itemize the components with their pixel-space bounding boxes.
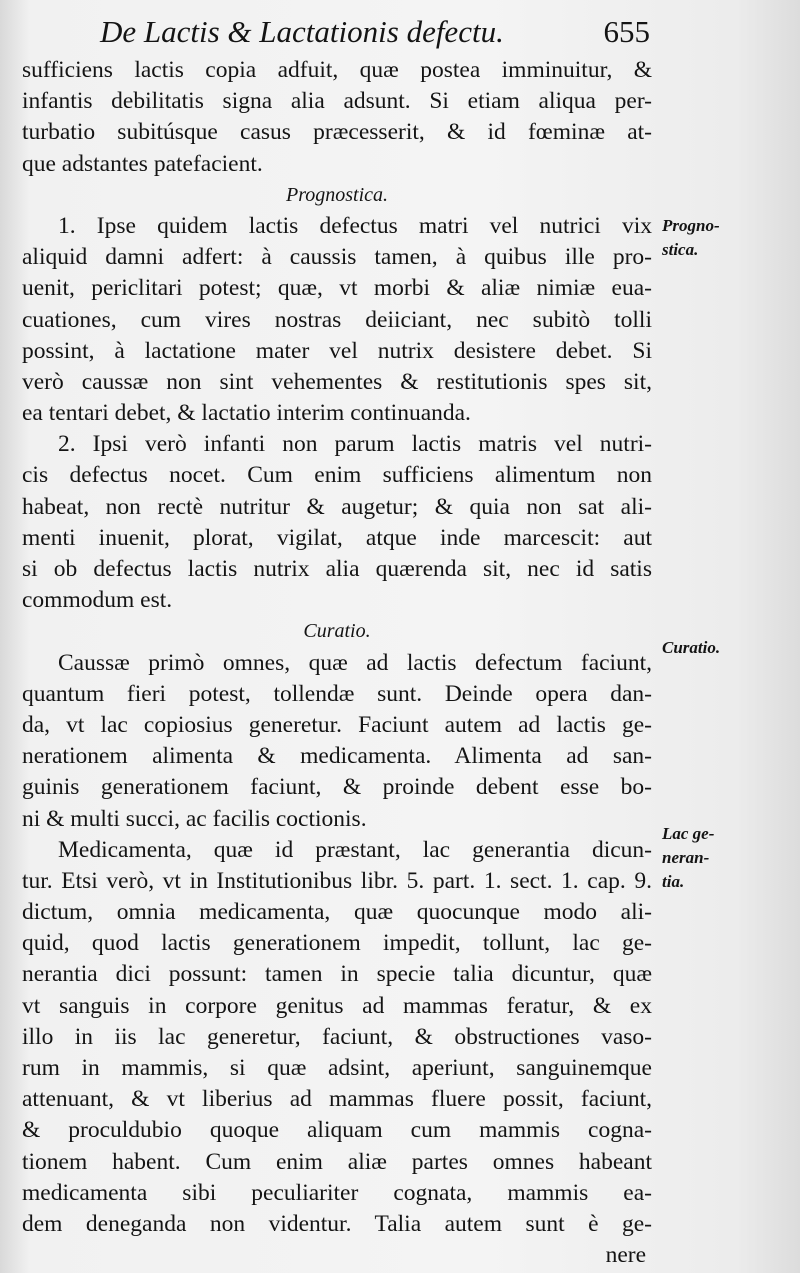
text-line: 1. Ipse quidem lactis defectus matri vel nutrici vix — [58, 212, 652, 239]
text-line: quid, quod lactis generationem impedit, tollunt, lac ge- — [22, 930, 652, 957]
text-line: da, vt lac copiosius generetur. Faciunt autem ad lactis ge- — [22, 711, 652, 738]
text-line: illo in iis lac generetur, faciunt, & obstructiones vaso- — [22, 1023, 652, 1050]
text-line: cis defectus nocet. Cum enim sufficiens alimentum non — [22, 462, 652, 489]
margin-note-lac-generantia — [662, 822, 772, 894]
margin-note-line: Curatio. — [662, 638, 721, 657]
text-line: possint, à lactatione mater vel nutrix desistere debet. Si — [22, 337, 652, 364]
text-line: aliquid damni adfert: à caussis tamen, à quibus ille pro- — [22, 244, 652, 271]
text-line: 2. Ipsi verò infanti non parum lactis matris vel nutri- — [58, 431, 652, 458]
text-line: habeat, non rectè nutritur & augetur; & quia non sat ali- — [22, 493, 652, 520]
text-line: quantum fieri potest, tollendæ sunt. Deinde opera dan- — [22, 680, 652, 707]
text-line: cuationes, cum vires nostras deiiciant, nec subitò tolli — [22, 306, 652, 333]
text-line: ea tentari debet, & lactatio interim continuanda. — [22, 400, 471, 427]
page-number: 655 — [603, 14, 650, 49]
text-line: & proculdubio quoque aliquam cum mammis cogna- — [22, 1117, 652, 1144]
margin-note-line: Progno- — [662, 216, 720, 235]
running-title: De Lactis & Lactationis defectu. — [100, 14, 504, 49]
text-line: que adstantes patefacient. — [22, 150, 263, 177]
text-line: uenit, periclitari potest; quæ, vt morbi & aliæ nimiæ eua- — [22, 275, 652, 302]
text-line: si ob defectus lactis nutrix alia quærenda sit, nec id satis — [22, 556, 652, 582]
page-header — [100, 14, 660, 54]
text-line: nerationem alimenta & medicamenta. Alimenta ad san- — [22, 743, 652, 770]
section-heading-prognostica: Prognostica. — [285, 183, 389, 206]
margin-note-line: tia. — [662, 872, 685, 891]
margin-note-line: Lac ge- — [662, 824, 715, 843]
text-line: vt sanguis in corpore genitus ad mammas feratur, & ex — [22, 992, 652, 1019]
text-line: turbatio subitúsque casus præcesserit, & id fœminæ at- — [22, 119, 652, 146]
text-line: attenuant, & vt liberius ad mammas fluere possit, faciunt, — [22, 1086, 652, 1113]
margin-note-line: stica. — [662, 240, 699, 259]
section-heading-curatio: Curatio. — [303, 620, 371, 643]
text-line: sufficiens lactis copia adfuit, quæ postea imminuitur, & — [22, 57, 652, 83]
margin-note-curatio — [662, 636, 772, 660]
margin-note-prognostica — [662, 214, 772, 262]
catchword: nere — [605, 1242, 646, 1269]
text-line: tur. Etsi verò, vt in Institutionibus libr. 5. part. 1. sect. 1. cap. 9. — [22, 867, 652, 894]
margin-note-line: neran- — [662, 848, 710, 867]
text-line: menti inuenit, plorat, vigilat, atque inde marcescit: aut — [22, 524, 652, 551]
text-line: medicamenta sibi peculiariter cognata, mammis ea- — [22, 1179, 652, 1206]
text-line: commodum est. — [22, 587, 173, 614]
text-line: dictum, omnia medicamenta, quæ quocunque modo ali- — [22, 899, 652, 926]
text-line: verò caussæ non sint vehementes & restitutionis spes sit, — [22, 368, 652, 395]
text-line: rum in mammis, si quæ adsint, aperiunt, sanguinemque — [22, 1055, 652, 1081]
text-line: nerantia dici possunt: tamen in specie talia dicuntur, quæ — [22, 961, 652, 988]
main-text — [22, 55, 652, 1271]
text-line: tionem habent. Cum enim aliæ partes omnes habeant — [22, 1148, 652, 1175]
text-line: infantis debilitatis signa alia adsunt. Si etiam aliqua per- — [22, 88, 652, 115]
text-line: Medicamenta, quæ id præstant, lac generantia dicun- — [58, 836, 652, 863]
text-line: ni & multi succi, ac facilis coctionis. — [22, 805, 367, 832]
text-line: guinis generationem faciunt, & proinde debent esse bo- — [22, 774, 652, 801]
text-line: Caussæ primò omnes, quæ ad lactis defectum faciunt, — [58, 649, 652, 676]
text-line: dem deneganda non videntur. Talia autem sunt è ge- — [22, 1210, 652, 1237]
